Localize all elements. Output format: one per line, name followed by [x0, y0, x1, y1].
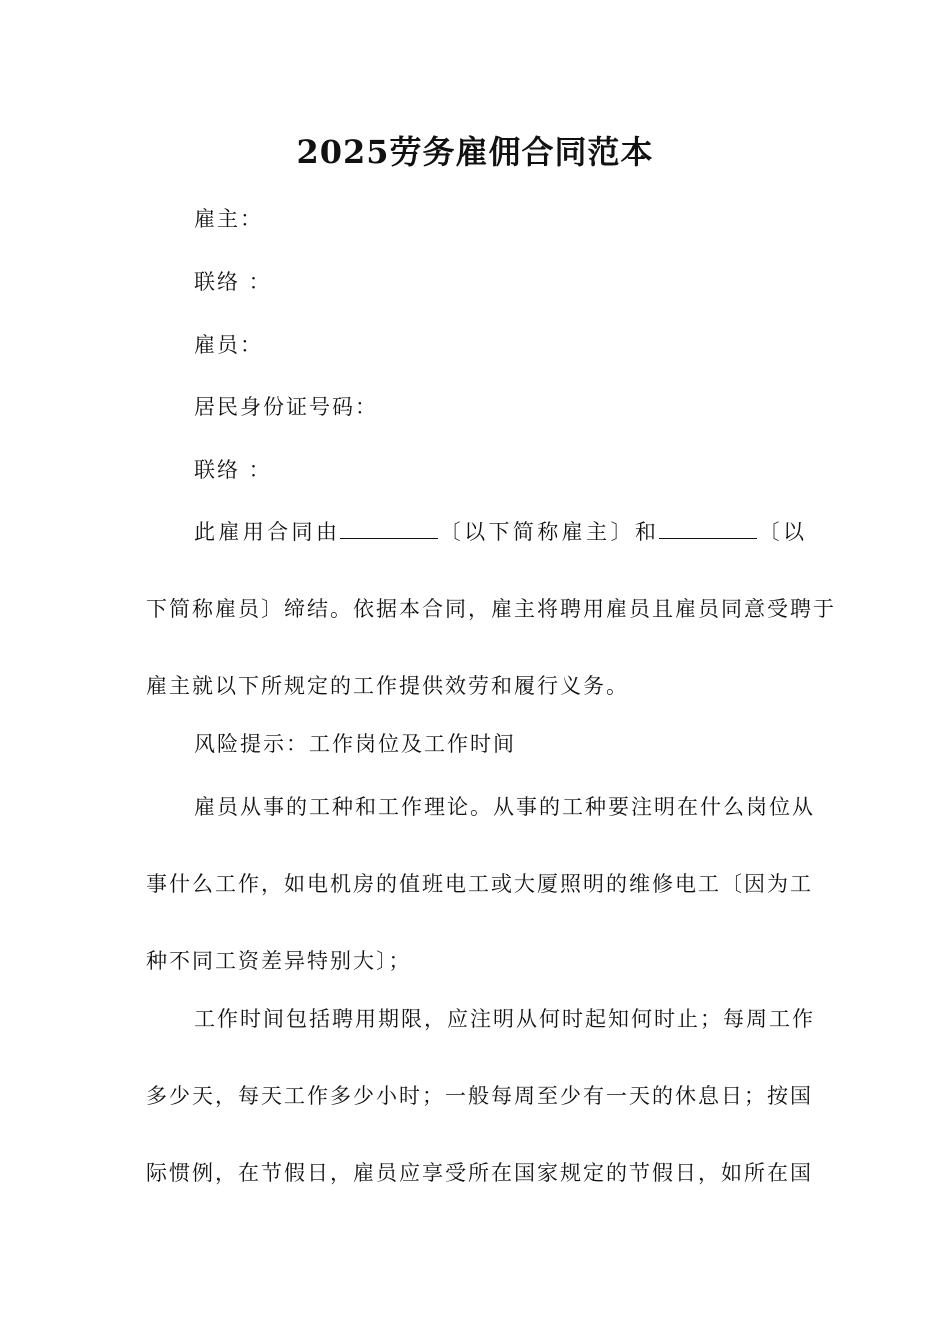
contact-field-1: 联络 ： — [194, 270, 272, 294]
employer-field: 雇主： — [194, 207, 263, 231]
employer-blank — [340, 518, 438, 539]
intro-line-1 — [146, 517, 806, 547]
work-type-line-2: 事什么工作，如电机房的值班电工或大厦照明的维修电工〔因为工 — [146, 872, 813, 896]
contact-field-2: 联络 ： — [194, 458, 272, 482]
intro-line-3: 雇主就以下所规定的工作提供效劳和履行义务。 — [146, 674, 629, 698]
intro-text-1: 此雇用合同由 — [194, 520, 341, 544]
intro-line-2: 下简称雇员〕缔结。依据本合同，雇主将聘用雇员且雇员同意受聘于 — [146, 597, 836, 621]
work-time-line-3: 际惯例，在节假日，雇员应享受所在国家规定的节假日，如所在国 — [146, 1161, 813, 1185]
risk-heading: 风险提示：工作岗位及工作时间 — [194, 732, 516, 756]
employee-blank — [659, 518, 757, 539]
work-time-line-2: 多少天，每天工作多少小时；一般每周至少有一天的休息日；按国 — [146, 1084, 813, 1108]
work-type-line-1: 雇员从事的工种和工作理论。从事的工种要注明在什么岗位从 — [194, 795, 815, 819]
work-time-line-1: 工作时间包括聘用期限，应注明从何时起知何时止；每周工作 — [194, 1007, 815, 1031]
employee-field: 雇员： — [194, 333, 263, 357]
id-number-field: 居民身份证号码： — [194, 395, 378, 419]
work-type-line-3: 种不同工资差异特别大〕； — [146, 949, 412, 973]
intro-text-3: 〔以 — [757, 520, 807, 544]
document-title: 2025劳务雇佣合同范本 — [296, 133, 654, 171]
intro-text-2: 〔以下简称雇主〕和 — [438, 520, 660, 544]
